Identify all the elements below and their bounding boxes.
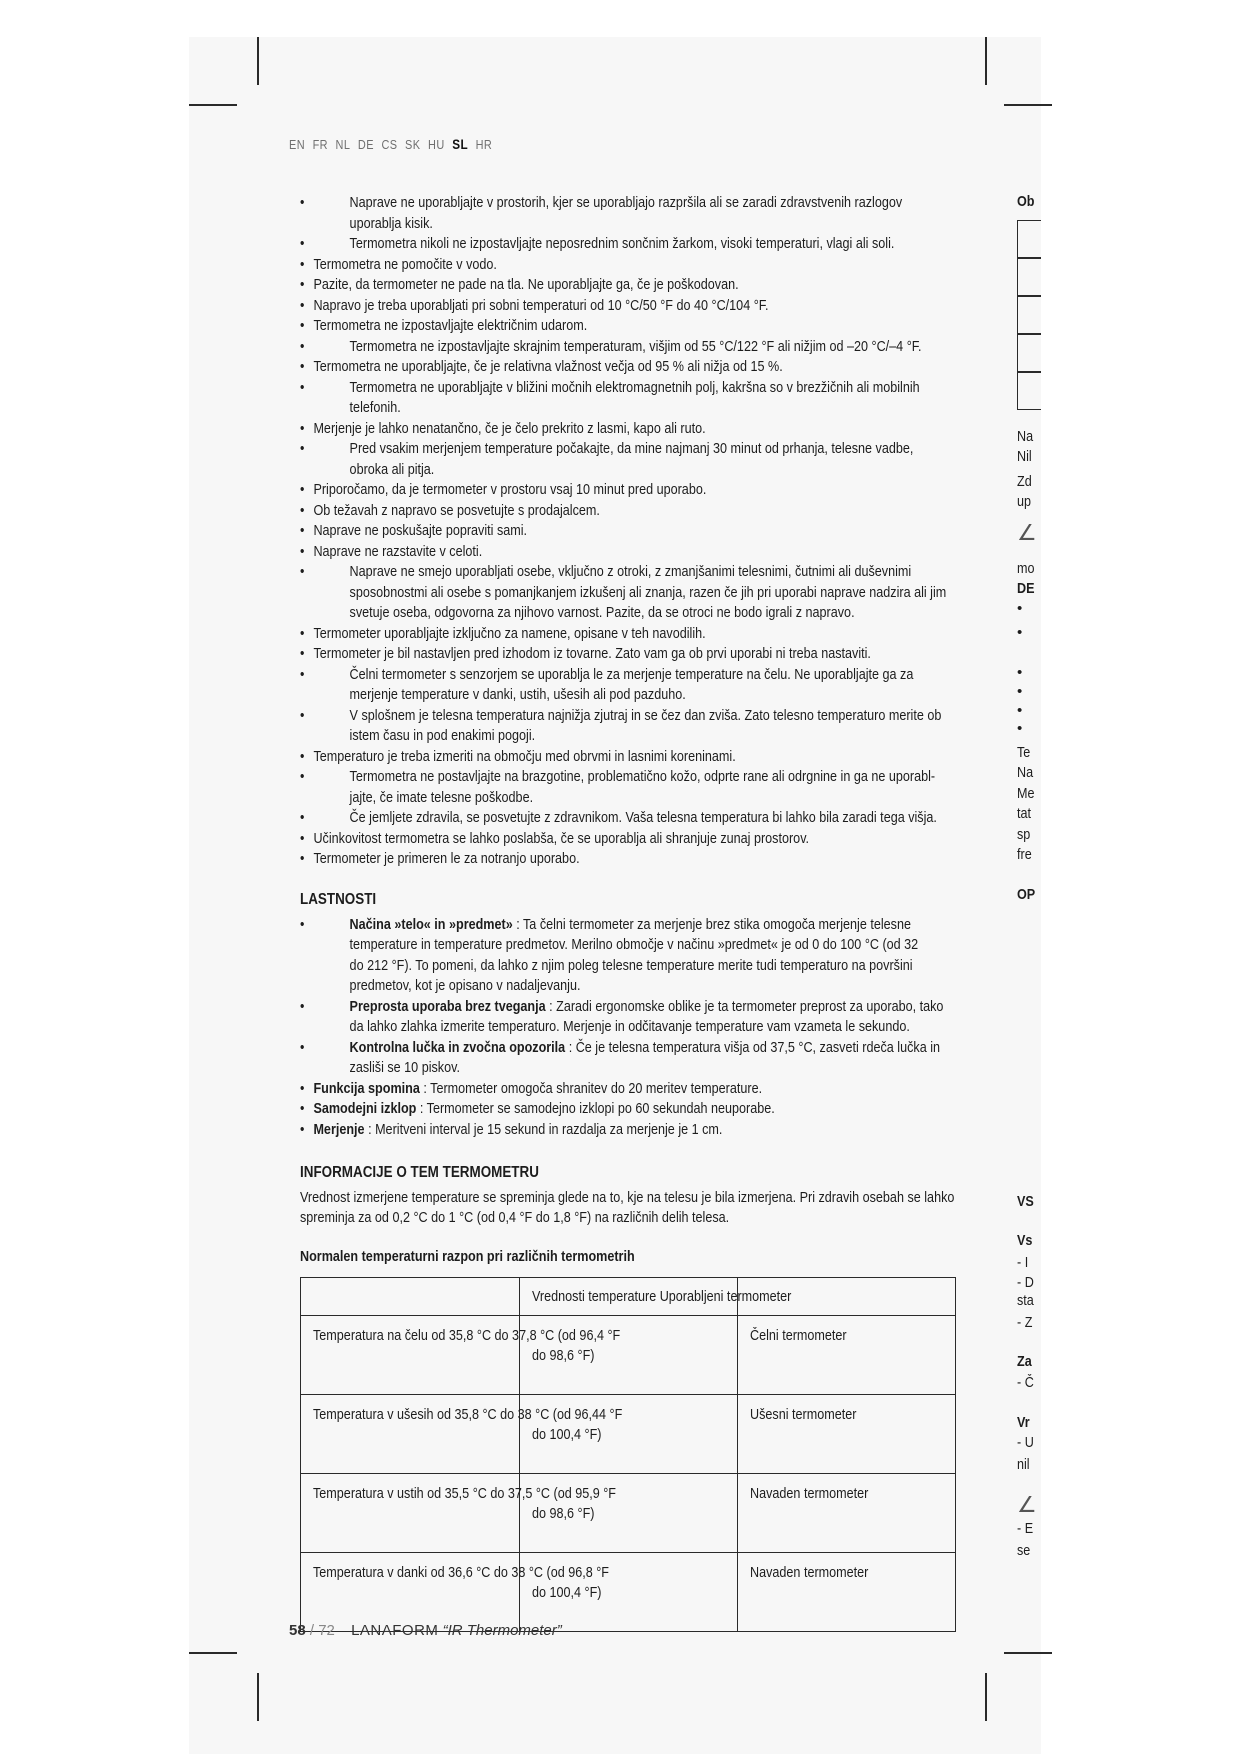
feature-item xyxy=(300,915,919,997)
adjacent-page-text: mo xyxy=(1017,560,1035,577)
bullet-icon: • xyxy=(300,501,305,519)
feature-text: : Termometer omogoča shranitev do 20 meritev temperature. xyxy=(419,1079,763,1097)
table-cell-text: Temperatura v ušesih od 35,8 °C do 38 °C (od 96,44 °F xyxy=(313,1406,623,1423)
adjacent-page-box xyxy=(1017,258,1041,296)
brand-name: LANAFORM xyxy=(351,1622,439,1639)
list-item-line: Če jemljete zdravila, se posvetujte z zdravnikom. Vaša telesna temperatura bi lahko bila zaradi tega višja. xyxy=(349,809,937,826)
bullet-icon: • xyxy=(300,481,305,498)
adjacent-page-text: Vs xyxy=(1017,1232,1033,1249)
table-header-cell xyxy=(301,1278,520,1316)
list-item-line: Ob težavah z napravo se posvetujte s prodajalcem. xyxy=(313,501,600,519)
page-number: 58 xyxy=(289,1622,306,1639)
features-heading: LASTNOSTI xyxy=(300,890,377,908)
table-cell-text: Temperatura v danki od 36,6 °C do 38 °C (od 96,8 °F xyxy=(313,1564,609,1581)
feature-item xyxy=(300,1038,941,1079)
adjacent-page-text: VS xyxy=(1017,1193,1034,1210)
adjacent-page-text: Ob xyxy=(1017,193,1035,210)
pen-icon: ∠ xyxy=(1017,1492,1037,1517)
bullet-icon: • xyxy=(300,317,305,334)
language-de[interactable]: DE xyxy=(357,137,374,152)
bullet-icon: • xyxy=(300,624,305,642)
table-cell xyxy=(738,1395,956,1474)
bullet-icon: • xyxy=(300,915,305,933)
list-item-line: Čelni termometer s senzorjem se uporablja le za merjenje temperature na čelu. Ne uporabljajte ga za xyxy=(349,665,914,683)
bullet-icon: • xyxy=(1017,683,1023,700)
crop-mark xyxy=(985,37,987,85)
bullet-icon: • xyxy=(300,1079,305,1097)
feature-item xyxy=(300,1099,854,1120)
list-item-line: svetuje oseba, odgovorna za njihovo varnost. Pazite, da se otroci ne bodo igrali z napravo. xyxy=(349,604,855,621)
features-list xyxy=(300,915,944,1141)
language-selector xyxy=(289,136,500,152)
list-item-line: Merjenje je lahko nenatančno, če je čelo prekrito z lasmi, kapo ali ruto. xyxy=(313,419,706,437)
bullet-icon: • xyxy=(300,997,305,1015)
adjacent-page-text: - D xyxy=(1017,1274,1034,1291)
feature-line: da lahko zlahka izmerite temperaturo. Merjenje in odčitavanje temperature vam vzameta le sekundo. xyxy=(349,1018,910,1035)
list-item xyxy=(300,624,854,645)
list-item xyxy=(300,767,936,808)
bullet-icon: • xyxy=(300,1038,305,1056)
feature-text: : Zaradi ergonomske oblike je ta termometer preprost za uporabo, tako xyxy=(545,997,944,1015)
list-item xyxy=(300,829,854,850)
feature-item xyxy=(300,997,944,1038)
language-en[interactable]: EN xyxy=(289,137,306,152)
list-item xyxy=(300,357,854,378)
list-item xyxy=(300,706,942,747)
bullet-icon: • xyxy=(1017,664,1023,681)
table-cell-text: Temperatura v ustih od 35,5 °C do 37,5 °C (od 95,9 °F xyxy=(313,1485,616,1502)
product-name: “IR Thermometer” xyxy=(442,1622,562,1639)
list-item xyxy=(300,849,854,870)
adjacent-page-box xyxy=(1017,372,1041,410)
list-item xyxy=(300,296,854,317)
list-item-line: istem času in pod enakimi pogoji. xyxy=(349,727,536,744)
bullet-icon: • xyxy=(300,296,305,314)
table-row xyxy=(301,1553,956,1632)
bullet-icon: • xyxy=(1017,702,1023,719)
table-cell-text: do 100,4 °F) xyxy=(532,1584,602,1601)
list-item-line: Naprave ne poskušajte popraviti sami. xyxy=(313,522,528,539)
language-hr[interactable]: HR xyxy=(475,137,493,152)
list-item-line: merjenje temperature v danki, ustih, ušesih ali pod pazduho. xyxy=(349,686,686,703)
adjacent-page-box xyxy=(1017,334,1041,372)
list-item-line: Termometra ne izpostavljajte skrajnim temperaturam, višjim od 55 °C/122 °F ali nižjim od –20 °C/–4 °F. xyxy=(349,337,922,355)
bullet-icon: • xyxy=(300,850,305,867)
crop-mark xyxy=(257,37,259,85)
bullet-icon: • xyxy=(300,829,305,847)
feature-title: Merjenje xyxy=(313,1120,365,1138)
bullet-icon: • xyxy=(300,563,305,580)
adjacent-page-text: sp xyxy=(1017,826,1031,843)
bullet-icon: • xyxy=(1017,720,1023,737)
list-item xyxy=(300,419,854,440)
feature-line xyxy=(349,997,944,1018)
feature-line: do 212 °F). To pomeni, da lahko z njim poleg telesne temperature merite tudi temperaturo na površini xyxy=(349,956,913,974)
table-cell-text: do 98,6 °F) xyxy=(532,1347,595,1364)
language-sk[interactable]: SK xyxy=(405,137,421,152)
adjacent-page-edge xyxy=(1017,0,1041,1754)
adjacent-page-text: - U xyxy=(1017,1434,1034,1451)
table-cell xyxy=(738,1553,956,1632)
language-cs[interactable]: CS xyxy=(381,137,398,152)
crop-mark xyxy=(985,1673,987,1721)
feature-text: : Če je telesna temperatura višja od 37,5 °C, zasveti rdeča lučka in xyxy=(565,1038,941,1056)
info-line: spreminja za od 0,2 °C do 1 °C (od 0,4 °F do 1,8 °F) na različnih delih telesa. xyxy=(300,1209,730,1226)
bullet-icon: • xyxy=(300,706,305,724)
list-item-line: obroka ali pitja. xyxy=(349,460,435,478)
list-item xyxy=(300,644,871,665)
list-item-line: Naprave ne razstavite v celoti. xyxy=(313,542,483,560)
list-item-line: Naprave ne uporabljajte v prostorih, kjer se uporabljajo razpršila ali se zaradi zdravstvenih razlogov xyxy=(349,194,903,211)
table-header-row xyxy=(301,1278,956,1316)
bullet-icon: • xyxy=(300,378,305,396)
feature-title: Funkcija spomina xyxy=(313,1079,420,1097)
adjacent-page-text: Te xyxy=(1017,744,1031,761)
list-item-line: Naprave ne smejo uporabljati osebe, vključno z otroki, z zmanjšanimi telesnimi, čutnimi ali duševnimi xyxy=(349,563,912,580)
table-header-cell: Vrednosti temperature Uporabljeni termometer xyxy=(520,1278,738,1316)
list-item-line: V splošnem je telesna temperatura najnižja zjutraj in se čez dan zviša. Zato telesno temperaturo merite ob xyxy=(349,706,942,724)
adjacent-page-text: - Z xyxy=(1017,1314,1033,1331)
list-item xyxy=(300,501,854,522)
adjacent-page-text: - E xyxy=(1017,1520,1034,1537)
list-item-line: uporablja kisik. xyxy=(349,214,433,232)
bullet-icon: • xyxy=(300,809,305,826)
adjacent-page-text: Za xyxy=(1017,1353,1032,1370)
table-cell xyxy=(738,1316,956,1395)
adjacent-page-text: up xyxy=(1017,493,1032,510)
feature-text: : Termometer se samodejno izklopi po 60 sekundah neuporabe. xyxy=(416,1100,775,1117)
list-item-line: Učinkovitost termometra se lahko poslabša, če se uporablja ali shranjuje zunaj prostorov. xyxy=(313,829,810,847)
crop-mark xyxy=(257,1673,259,1721)
list-item-line: Napravo je treba uporabljati pri sobni temperaturi od 10 °C/50 °F do 40 °C/104 °F. xyxy=(313,296,769,314)
info-paragraph xyxy=(300,1188,955,1228)
list-item-line: Termometer uporabljajte izključno za namene, opisane v teh navodilih. xyxy=(313,624,706,642)
table-cell-text: Čelni termometer xyxy=(750,1327,847,1344)
adjacent-page-text: Me xyxy=(1017,785,1035,802)
bullet-icon: • xyxy=(300,542,305,560)
feature-line xyxy=(349,915,911,936)
list-item xyxy=(300,275,854,296)
list-item xyxy=(300,542,854,563)
list-item xyxy=(300,665,914,706)
adjacent-page-text: nil xyxy=(1017,1456,1030,1473)
list-item-line: Termometra nikoli ne izpostavljajte neposrednim sončnim žarkom, visoki temperaturi, vlagi ali soli. xyxy=(349,235,895,252)
temperature-range-table xyxy=(300,1277,956,1632)
bullet-icon: • xyxy=(300,645,305,662)
feature-item xyxy=(300,1079,854,1100)
adjacent-page-box xyxy=(1017,220,1041,258)
feature-line xyxy=(313,1120,854,1141)
adjacent-page-text: Nil xyxy=(1017,448,1032,465)
list-item-line: Termometer je primeren le za notranjo uporabo. xyxy=(313,850,580,867)
list-item-line: Priporočamo, da je termometer v prostoru vsaj 10 minut pred uporabo. xyxy=(313,481,707,498)
adjacent-page-text: fre xyxy=(1017,846,1032,863)
info-line: Vrednost izmerjene temperature se spreminja glede na to, kje na telesu je bila izmerjena. Pri zdravih osebah se lahko xyxy=(300,1189,955,1206)
list-item xyxy=(300,747,854,768)
list-item-line: Termometra ne uporabljajte, če je relativna vlažnost večja od 95 % ali nižja od 15 %. xyxy=(313,358,783,375)
list-item xyxy=(300,480,854,501)
info-heading: INFORMACIJE O TEM TERMOMETRU xyxy=(300,1164,539,1181)
table-cell-text: Navaden termometer xyxy=(750,1564,869,1581)
language-hu[interactable]: HU xyxy=(428,137,445,152)
adjacent-page-text: Na xyxy=(1017,428,1034,445)
list-item xyxy=(300,316,854,337)
adjacent-page-text: tat xyxy=(1017,805,1032,822)
bullet-icon: • xyxy=(300,194,305,211)
list-item xyxy=(300,439,914,480)
bullet-icon: • xyxy=(300,337,305,355)
feature-title: Kontrolna lučka in zvočna opozorila xyxy=(349,1038,566,1056)
adjacent-page-text: Na xyxy=(1017,764,1034,781)
list-item-line: Termometra ne izpostavljajte električnim udarom. xyxy=(313,317,588,334)
bullet-icon: • xyxy=(1017,624,1023,641)
list-item-line: Termometer je bil nastavljen pred izhodom iz tovarne. Zato vam ga ob prvi uporabi ni treba nastaviti. xyxy=(313,645,871,662)
bullet-icon: • xyxy=(1017,600,1023,617)
table-cell-text: do 98,6 °F) xyxy=(532,1505,595,1522)
list-item xyxy=(300,521,854,542)
bullet-icon: • xyxy=(300,276,305,293)
language-nl[interactable]: NL xyxy=(335,137,351,152)
feature-text: : Ta čelni termometer za merjenje brez stika omogoča merjenje telesne xyxy=(512,915,911,933)
feature-title: Preprosta uporaba brez tveganja xyxy=(349,997,546,1015)
adjacent-page-text: Vr xyxy=(1017,1414,1030,1431)
adjacent-page-text: - Č xyxy=(1017,1374,1034,1391)
bullet-icon: • xyxy=(300,665,305,683)
feature-line: zasliši se 10 piskov. xyxy=(349,1059,460,1076)
feature-line: predmetov, kot je opisano v nadaljevanju. xyxy=(349,977,581,994)
list-item-line: Termometra ne uporabljajte v bližini močnih elektromagnetnih polj, kakršna so v brezžičnih ali mobilnih xyxy=(349,378,920,396)
list-item-line: Pazite, da termometer ne pade na tla. Ne uporabljajte ga, če je poškodovan. xyxy=(313,276,739,293)
adjacent-page-text: Zd xyxy=(1017,473,1032,490)
crop-mark xyxy=(189,1652,237,1654)
list-item-line: telefonih. xyxy=(349,399,401,416)
list-item-line: jajte, če imate telesne poškodbe. xyxy=(349,788,534,806)
language-sl[interactable]: SL xyxy=(452,136,469,152)
feature-line: temperature in temperature predmetov. Merilno območje v načinu »predmet« je od 0 do 100 °C (od 32 xyxy=(349,936,919,953)
list-item xyxy=(300,562,947,624)
adjacent-page-text: se xyxy=(1017,1542,1031,1559)
list-item xyxy=(300,808,937,829)
adjacent-page-text: DE xyxy=(1017,580,1035,597)
table-row xyxy=(301,1474,956,1553)
feature-title: Samodejni izklop xyxy=(313,1100,417,1117)
feature-text: : Meritveni interval je 15 sekund in razdalja za merjenje je 1 cm. xyxy=(364,1120,723,1138)
table-cell-text: Ušesni termometer xyxy=(750,1406,857,1423)
list-item-line: sposobnostmi ali osebe s pomanjkanjem izkušenj ali znanja, razen če jih pri uporabi naprave nadzira ali jim xyxy=(349,583,947,601)
table-cell xyxy=(738,1474,956,1553)
list-item-line: Temperaturo je treba izmeriti na območju med obrvmi in lasnimi koreninami. xyxy=(313,747,736,765)
adjacent-page-box xyxy=(1017,296,1041,334)
feature-item xyxy=(300,1120,854,1141)
feature-title: Načina »telo« in »predmet» xyxy=(349,915,513,933)
adjacent-page-text: sta xyxy=(1017,1292,1034,1309)
bullet-icon: • xyxy=(300,747,305,765)
pen-icon: ∠ xyxy=(1017,520,1037,545)
bullet-icon: • xyxy=(300,358,305,375)
list-item-line: Pred vsakim merjenjem temperature počakajte, da mine najmanj 30 minut od prhanja, telesne vadbe, xyxy=(349,440,914,457)
bullet-icon: • xyxy=(300,522,305,539)
list-item-line: Termometra ne pomočite v vodo. xyxy=(313,255,497,273)
table-cell-text: Temperatura na čelu od 35,8 °C do 37,8 °C (od 96,4 °F xyxy=(313,1327,621,1344)
bullet-icon: • xyxy=(300,235,305,252)
feature-line xyxy=(313,1099,854,1120)
crop-mark xyxy=(189,104,237,106)
adjacent-page-text: OP xyxy=(1017,886,1036,903)
table-title: Normalen temperaturni razpon pri različnih termometrih xyxy=(300,1248,635,1265)
list-item xyxy=(300,255,854,276)
list-item xyxy=(300,378,920,419)
bullet-icon: • xyxy=(300,768,305,785)
page-total: / 72 xyxy=(309,1622,335,1639)
list-item xyxy=(300,337,922,358)
safety-warnings-list xyxy=(300,193,947,870)
feature-line xyxy=(313,1079,854,1100)
bullet-icon: • xyxy=(300,419,305,437)
bullet-icon: • xyxy=(300,440,305,457)
table-row xyxy=(301,1316,956,1395)
page-content xyxy=(300,193,960,1632)
page-footer xyxy=(289,1622,562,1639)
list-item xyxy=(300,234,895,255)
bullet-icon: • xyxy=(300,255,305,273)
table-row xyxy=(301,1395,956,1474)
bullet-icon: • xyxy=(300,1100,305,1117)
table-cell-text: do 100,4 °F) xyxy=(532,1426,602,1443)
list-item xyxy=(300,193,903,234)
adjacent-page-text: - I xyxy=(1017,1254,1029,1271)
table-cell-text: Navaden termometer xyxy=(750,1485,869,1502)
language-fr[interactable]: FR xyxy=(312,137,328,152)
bullet-icon: • xyxy=(300,1120,305,1138)
list-item-line: Termometra ne postavljajte na brazgotine, problematično kožo, odprte rane ali odrgnine in ga ne uporabl- xyxy=(349,768,936,785)
feature-line xyxy=(349,1038,941,1059)
